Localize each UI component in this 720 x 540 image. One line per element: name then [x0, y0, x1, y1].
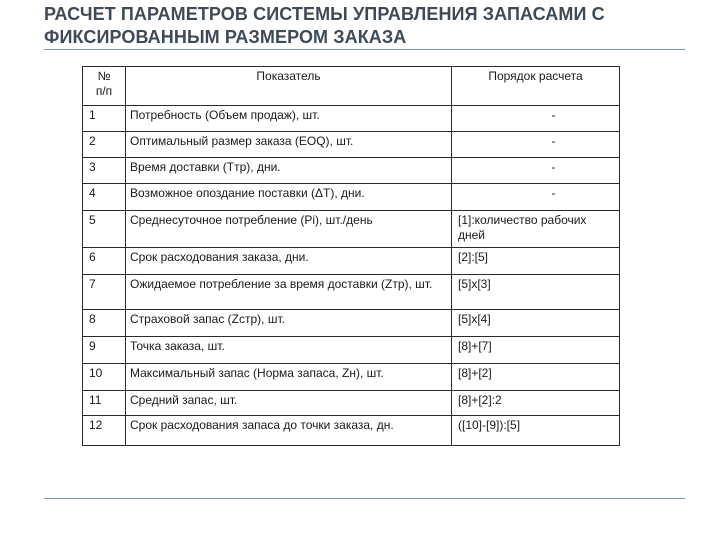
row-number: 7	[83, 275, 126, 310]
title-divider-top	[44, 49, 685, 50]
row-calculation: ([10]-[9]):[5]	[452, 416, 620, 446]
row-calculation: [1]:количество рабочих дней	[452, 211, 620, 248]
row-calculation: [5]x[4]	[452, 310, 620, 337]
row-indicator: Страховой запас (Zстр), шт.	[126, 310, 452, 337]
row-indicator: Срок расходования заказа, дни.	[126, 248, 452, 275]
table-row	[83, 275, 620, 310]
page-title-line-2: ФИКСИРОВАННЫМ РАЗМЕРОМ ЗАКАЗА	[44, 27, 407, 47]
row-indicator: Срок расходования запаса до точки заказа, дн.	[126, 416, 452, 446]
table-header-row	[83, 67, 620, 106]
row-number: 6	[83, 248, 126, 275]
row-number: 9	[83, 337, 126, 364]
header-indicator: Показатель	[126, 67, 452, 106]
row-calculation: -	[452, 184, 620, 211]
row-indicator: Средний запас, шт.	[126, 391, 452, 416]
row-number: 1	[83, 106, 126, 132]
table-row	[83, 337, 620, 364]
row-number: 11	[83, 391, 126, 416]
table-row	[83, 132, 620, 158]
header-number	[83, 67, 126, 106]
page-title	[44, 3, 684, 49]
row-indicator: Оптимальный размер заказа (EOQ), шт.	[126, 132, 452, 158]
table-row	[83, 416, 620, 446]
row-number: 10	[83, 364, 126, 391]
row-calculation: [2]:[5]	[452, 248, 620, 275]
row-calculation: [5]x[3]	[452, 275, 620, 310]
row-calculation: -	[452, 158, 620, 184]
row-indicator: Время доставки (Ттр), дни.	[126, 158, 452, 184]
parameters-table	[82, 66, 620, 446]
row-calculation: [8]+[7]	[452, 337, 620, 364]
row-indicator: Среднесуточное потребление (Pi), шт./день	[126, 211, 452, 248]
row-indicator: Точка заказа, шт.	[126, 337, 452, 364]
row-calculation: [8]+[2]	[452, 364, 620, 391]
table-row	[83, 364, 620, 391]
table-row	[83, 158, 620, 184]
header-calculation: Порядок расчета	[452, 67, 620, 106]
page-title-line-1: РАСЧЕТ ПАРАМЕТРОВ СИСТЕМЫ УПРАВЛЕНИЯ ЗАПАСАМИ С	[44, 4, 605, 24]
row-indicator: Потребность (Объем продаж), шт.	[126, 106, 452, 132]
header-number-abbr: п/п	[95, 84, 113, 98]
row-number: 2	[83, 132, 126, 158]
header-number-symbol: №	[97, 69, 111, 83]
table-row	[83, 184, 620, 211]
row-number: 4	[83, 184, 126, 211]
row-calculation: -	[452, 106, 620, 132]
table-row	[83, 211, 620, 248]
row-indicator: Возможное опоздание поставки (ΔT), дни.	[126, 184, 452, 211]
table-row	[83, 248, 620, 275]
table-row	[83, 310, 620, 337]
row-indicator: Ожидаемое потребление за время доставки (Zтр), шт.	[126, 275, 452, 310]
row-indicator: Максимальный запас (Норма запаса, Zн), шт.	[126, 364, 452, 391]
row-number: 5	[83, 211, 126, 248]
footer-divider	[44, 498, 685, 499]
row-calculation: -	[452, 132, 620, 158]
row-number: 3	[83, 158, 126, 184]
row-number: 8	[83, 310, 126, 337]
table-row	[83, 391, 620, 416]
row-number: 12	[83, 416, 126, 446]
row-calculation: [8]+[2]:2	[452, 391, 620, 416]
table-row	[83, 106, 620, 132]
